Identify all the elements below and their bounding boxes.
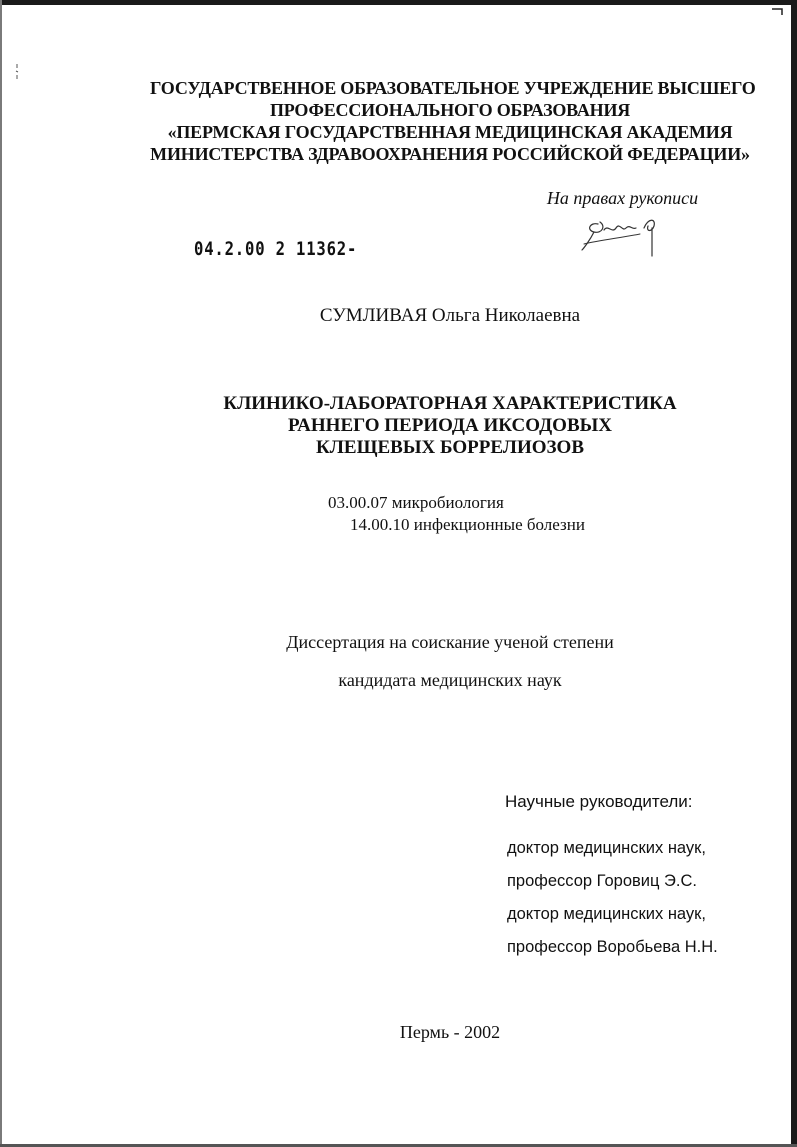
- supervisors-heading: Научные руководители:: [505, 792, 693, 811]
- title-line: КЛЕЩЕВЫХ БОРРЕЛИОЗОВ: [316, 437, 584, 458]
- supervisor-line: доктор медицинских наук,: [507, 839, 706, 857]
- supervisor-line: доктор медицинских наук,: [507, 905, 706, 923]
- supervisor-line: профессор Воробьева Н.Н.: [507, 938, 718, 956]
- page-border-right: [791, 0, 797, 1147]
- author-name: СУМЛИВАЯ Ольга Николаевна: [319, 305, 581, 326]
- specialty-codes: [328, 492, 585, 536]
- supervisors-list: [507, 832, 718, 964]
- manuscript-note: На правах рукописи: [546, 188, 699, 208]
- handwritten-signature: [580, 210, 670, 260]
- degree-line: кандидата медицинских наук: [338, 670, 562, 690]
- degree-statement: [150, 623, 750, 699]
- specialty-line: 03.00.07 микробиология: [328, 493, 504, 512]
- specialty-line: 14.00.10 инфекционные болезни: [350, 515, 585, 534]
- city-year: Пермь - 2002: [399, 1022, 501, 1042]
- supervisor-line: профессор Горовиц Э.С.: [507, 872, 697, 890]
- institution-line: «ПЕРМСКАЯ ГОСУДАРСТВЕННАЯ МЕДИЦИНСКАЯ АКАДЕМИЯ: [167, 122, 733, 142]
- title-line: КЛИНИКО-ЛАБОРАТОРНАЯ ХАРАКТЕРИСТИКА: [223, 393, 677, 414]
- page-border-top: [0, 0, 797, 5]
- page-border-left: [0, 0, 2, 1147]
- degree-line: Диссертация на соискание ученой степени: [286, 632, 614, 652]
- registration-number: 04.2.00 2 11362-: [194, 238, 358, 260]
- title-line: РАННЕГО ПЕРИОДА ИКСОДОВЫХ: [287, 415, 613, 436]
- scan-corner-mark: [771, 8, 783, 16]
- institution-line: ПРОФЕССИОНАЛЬНОГО ОБРАЗОВАНИЯ: [269, 100, 631, 120]
- dissertation-title: [150, 393, 750, 459]
- institution-line: ГОСУДАРСТВЕННОЕ ОБРАЗОВАТЕЛЬНОЕ УЧРЕЖДЕНИЕ ВЫСШЕГО: [150, 78, 756, 98]
- scan-speck: [14, 62, 20, 82]
- institution-header: [150, 77, 756, 165]
- institution-line: МИНИСТЕРСТВА ЗДРАВООХРАНЕНИЯ РОССИЙСКОЙ ФЕДЕРАЦИИ»: [150, 144, 750, 164]
